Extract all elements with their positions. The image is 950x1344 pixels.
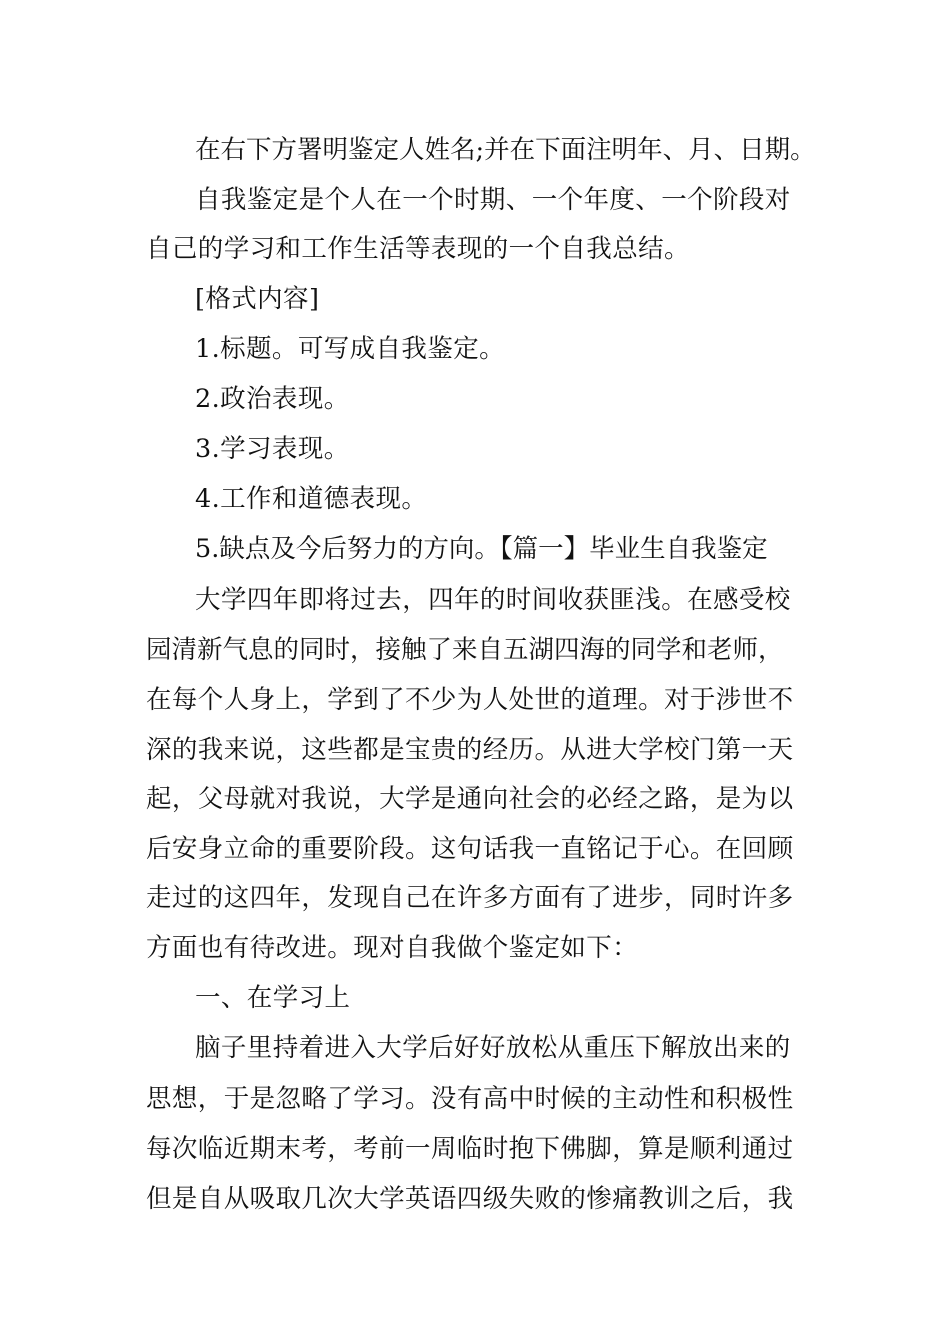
text-line: 园清新气息的同时，接触了来自五湖四海的同学和老师， <box>146 635 784 665</box>
text-line: 大学四年即将过去，四年的时间收获匪浅。在感受校 <box>195 585 791 615</box>
section-heading: 一、在学习上 <box>195 983 351 1013</box>
text-line: 在每个人身上，学到了不少为人处世的道理。对于涉世不 <box>146 685 794 715</box>
text-line: 思想，于是忽略了学习。没有高中时候的主动性和积极性 <box>146 1084 794 1114</box>
text-line: 每次临近期末考，考前一周临时抱下佛脚，算是顺利通过 <box>146 1134 794 1164</box>
text-line: [格式内容] <box>195 284 320 314</box>
text-line: 在右下方署明鉴定人姓名;并在下面注明年、月、日期。 <box>195 135 816 165</box>
text-line: 3.学习表现。 <box>195 434 350 464</box>
text-line: 起，父母就对我说，大学是通向社会的必经之路，是为以 <box>146 784 794 814</box>
text-line: 走过的这四年，发现自己在许多方面有了进步，同时许多 <box>146 883 794 913</box>
text-line: 脑子里持着进入大学后好好放松从重压下解放出来的 <box>195 1033 791 1063</box>
text-line: 自己的学习和工作生活等表现的一个自我总结。 <box>146 234 690 264</box>
text-line: 5.缺点及今后努力的方向。【篇一】毕业生自我鉴定 <box>195 534 768 564</box>
text-line: 4.工作和道德表现。 <box>195 484 428 514</box>
text-line: 2.政治表现。 <box>195 384 350 414</box>
text-line: 深的我来说，这些都是宝贵的经历。从进大学校门第一天 <box>146 735 794 765</box>
text-line: 方面也有待改进。现对自我做个鉴定如下： <box>146 933 639 963</box>
text-line: 但是自从吸取几次大学英语四级失败的惨痛教训之后，我 <box>146 1184 794 1214</box>
text-line: 自我鉴定是个人在一个时期、一个年度、一个阶段对 <box>195 185 791 215</box>
text-line: 1.标题。可写成自我鉴定。 <box>195 334 506 364</box>
text-line: 后安身立命的重要阶段。这句话我一直铭记于心。在回顾 <box>146 834 794 864</box>
